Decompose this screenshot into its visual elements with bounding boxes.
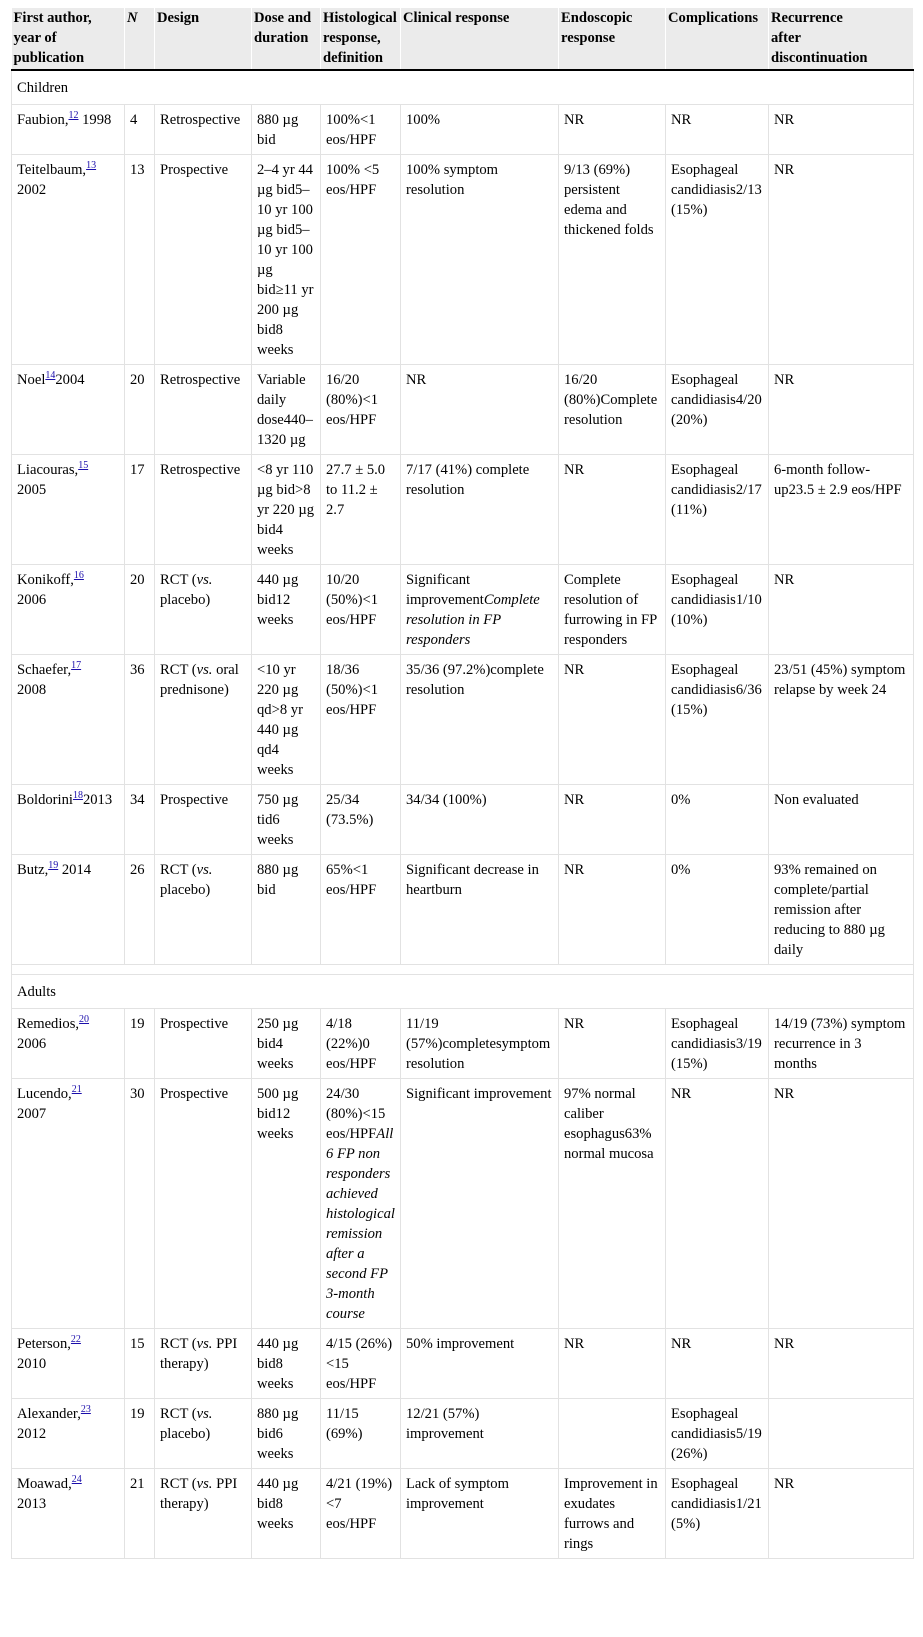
complications-cell: Esophageal candidiasis4/20 (20%) bbox=[666, 365, 769, 455]
endoscopic-cell: NR bbox=[559, 785, 666, 855]
author-cell: Remedios,$^{20}$ 2006 bbox=[12, 1009, 125, 1079]
clinical-cell: Significant improvement bbox=[401, 1079, 559, 1329]
header-design: Design bbox=[155, 8, 252, 70]
header-recurrence: Recurrence after discontinuation bbox=[769, 8, 914, 70]
table-row bbox=[12, 365, 914, 455]
table-row bbox=[12, 455, 914, 565]
header-complications: Complications bbox=[666, 8, 769, 70]
design-cell: RCT (vs. PPI therapy) bbox=[155, 1329, 252, 1399]
reference-link[interactable]: 17 bbox=[71, 660, 82, 671]
header-row bbox=[12, 8, 914, 70]
complications-cell: NR bbox=[666, 105, 769, 155]
endoscopic-cell: Complete resolution of furrowing in FP responders bbox=[559, 565, 666, 655]
studies-table bbox=[11, 8, 914, 1559]
header-histological: Histological response, definition bbox=[321, 8, 401, 70]
reference-link[interactable]: 21 bbox=[71, 1084, 82, 1095]
table-row bbox=[12, 1329, 914, 1399]
clinical-cell: Significant decrease in heartburn bbox=[401, 855, 559, 965]
endoscopic-cell: NR bbox=[559, 455, 666, 565]
endoscopic-cell: 16/20 (80%)Complete resolution bbox=[559, 365, 666, 455]
complications-cell: NR bbox=[666, 1079, 769, 1329]
recurrence-cell: NR bbox=[769, 565, 914, 655]
author-cell: Teitelbaum,$^{13}$ 2002 bbox=[12, 155, 125, 365]
histological-cell: 100%<1 eos/HPF bbox=[321, 105, 401, 155]
section-label: Children bbox=[12, 70, 914, 105]
design-cell: Prospective bbox=[155, 1009, 252, 1079]
design-cell: RCT (vs. placebo) bbox=[155, 1399, 252, 1469]
design-cell: Prospective bbox=[155, 1079, 252, 1329]
histological-cell: 11/15 (69%) bbox=[321, 1399, 401, 1469]
spacer-row bbox=[12, 965, 914, 975]
histological-cell: 18/36 (50%)<1 eos/HPF bbox=[321, 655, 401, 785]
endoscopic-cell: NR bbox=[559, 1009, 666, 1079]
reference-link[interactable]: 15 bbox=[78, 460, 89, 471]
author-cell: Butz,$^{19}$ 2014 bbox=[12, 855, 125, 965]
histological-cell: 25/34 (73.5%) bbox=[321, 785, 401, 855]
complications-cell: Esophageal candidiasis2/17 (11%) bbox=[666, 455, 769, 565]
dose-cell: 880 µg bid6 weeks bbox=[252, 1399, 321, 1469]
reference-link[interactable]: 23 bbox=[80, 1404, 91, 1415]
dose-cell: Variable daily dose440–1320 µg bbox=[252, 365, 321, 455]
n-cell: 36 bbox=[125, 655, 155, 785]
reference-link[interactable]: 18 bbox=[72, 790, 83, 801]
n-cell: 13 bbox=[125, 155, 155, 365]
clinical-cell: 34/34 (100%) bbox=[401, 785, 559, 855]
complications-cell: Esophageal candidiasis3/19 (15%) bbox=[666, 1009, 769, 1079]
histological-cell: 4/15 (26%) <15 eos/HPF bbox=[321, 1329, 401, 1399]
dose-cell: 250 µg bid4 weeks bbox=[252, 1009, 321, 1079]
n-cell: 19 bbox=[125, 1009, 155, 1079]
dose-cell: 440 µg bid8 weeks bbox=[252, 1469, 321, 1559]
recurrence-cell: NR bbox=[769, 365, 914, 455]
section-row-children bbox=[12, 70, 914, 105]
complications-cell: Esophageal candidiasis5/19 (26%) bbox=[666, 1399, 769, 1469]
dose-cell: 500 µg bid12 weeks bbox=[252, 1079, 321, 1329]
complications-cell: Esophageal candidiasis1/10 (10%) bbox=[666, 565, 769, 655]
n-cell: 19 bbox=[125, 1399, 155, 1469]
dose-cell: 2–4 yr 44 µg bid5–10 yr 100 µg bid5–10 yr 100 µg bid≥11 yr 200 µg bid8 weeks bbox=[252, 155, 321, 365]
reference-link[interactable]: 13 bbox=[86, 160, 97, 171]
author-cell: Boldorini$^{18}$2013 bbox=[12, 785, 125, 855]
design-cell: Prospective bbox=[155, 785, 252, 855]
author-cell: Alexander,$^{23}$ 2012 bbox=[12, 1399, 125, 1469]
reference-link[interactable]: 19 bbox=[48, 860, 59, 871]
author-cell: Peterson,$^{22}$ 2010 bbox=[12, 1329, 125, 1399]
n-cell: 34 bbox=[125, 785, 155, 855]
section-label: Adults bbox=[12, 975, 914, 1009]
recurrence-cell: NR bbox=[769, 1329, 914, 1399]
n-cell: 21 bbox=[125, 1469, 155, 1559]
clinical-cell: Significant improvementComplete resolution in FP responders bbox=[401, 565, 559, 655]
complications-cell: Esophageal candidiasis6/36 (15%) bbox=[666, 655, 769, 785]
table-row bbox=[12, 1079, 914, 1329]
recurrence-cell bbox=[769, 1399, 914, 1469]
endoscopic-cell: 97% normal caliber esophagus63% normal mucosa bbox=[559, 1079, 666, 1329]
reference-link[interactable]: 16 bbox=[73, 570, 84, 581]
reference-link[interactable]: 24 bbox=[71, 1474, 82, 1485]
complications-cell: NR bbox=[666, 1329, 769, 1399]
n-cell: 17 bbox=[125, 455, 155, 565]
clinical-cell: 35/36 (97.2%)complete resolution bbox=[401, 655, 559, 785]
design-cell: Retrospective bbox=[155, 105, 252, 155]
author-cell: Faubion,$^{12}$ 1998 bbox=[12, 105, 125, 155]
histological-cell: 4/18 (22%)0 eos/HPF bbox=[321, 1009, 401, 1079]
histological-cell: 100% <5 eos/HPF bbox=[321, 155, 401, 365]
complications-cell: Esophageal candidiasis2/13 (15%) bbox=[666, 155, 769, 365]
header-clinical: Clinical response bbox=[401, 8, 559, 70]
complications-cell: 0% bbox=[666, 855, 769, 965]
header-n: N bbox=[125, 8, 155, 70]
header-dose: Dose and duration bbox=[252, 8, 321, 70]
author-cell: Schaefer,$^{17}$ 2008 bbox=[12, 655, 125, 785]
author-cell: Konikoff,$^{16}$ 2006 bbox=[12, 565, 125, 655]
table-row bbox=[12, 655, 914, 785]
design-cell: RCT (vs. oral prednisone) bbox=[155, 655, 252, 785]
clinical-cell: Lack of symptom improvement bbox=[401, 1469, 559, 1559]
clinical-cell: 12/21 (57%) improvement bbox=[401, 1399, 559, 1469]
n-cell: 20 bbox=[125, 565, 155, 655]
author-cell: Liacouras,$^{15}$ 2005 bbox=[12, 455, 125, 565]
recurrence-cell: 23/51 (45%) symptom relapse by week 24 bbox=[769, 655, 914, 785]
design-cell: RCT (vs. PPI therapy) bbox=[155, 1469, 252, 1559]
section-row-adults bbox=[12, 975, 914, 1009]
header-endoscopic: Endoscopic response bbox=[559, 8, 666, 70]
header-author: First author, year of publication bbox=[12, 8, 125, 70]
reference-link[interactable]: 12 bbox=[68, 110, 79, 121]
dose-cell: 880 µg bid bbox=[252, 105, 321, 155]
recurrence-cell: Non evaluated bbox=[769, 785, 914, 855]
recurrence-cell: NR bbox=[769, 1469, 914, 1559]
reference-link[interactable]: 14 bbox=[45, 370, 56, 381]
table-row bbox=[12, 105, 914, 155]
design-cell: RCT (vs. placebo) bbox=[155, 565, 252, 655]
endoscopic-cell: NR bbox=[559, 655, 666, 785]
table-row bbox=[12, 785, 914, 855]
n-cell: 30 bbox=[125, 1079, 155, 1329]
table-row bbox=[12, 1009, 914, 1079]
endoscopic-cell: NR bbox=[559, 105, 666, 155]
design-cell: Retrospective bbox=[155, 455, 252, 565]
recurrence-cell: 14/19 (73%) symptom recurrence in 3 months bbox=[769, 1009, 914, 1079]
histological-cell: 10/20 (50%)<1 eos/HPF bbox=[321, 565, 401, 655]
complications-cell: 0% bbox=[666, 785, 769, 855]
endoscopic-cell: 9/13 (69%) persistent edema and thickened folds bbox=[559, 155, 666, 365]
endoscopic-cell: NR bbox=[559, 1329, 666, 1399]
clinical-cell: 100% symptom resolution bbox=[401, 155, 559, 365]
dose-cell: 440 µg bid8 weeks bbox=[252, 1329, 321, 1399]
histological-cell: 4/21 (19%) <7 eos/HPF bbox=[321, 1469, 401, 1559]
recurrence-cell: 6-month follow-up23.5 ± 2.9 eos/HPF bbox=[769, 455, 914, 565]
recurrence-cell: NR bbox=[769, 1079, 914, 1329]
table-row bbox=[12, 565, 914, 655]
dose-cell: <10 yr 220 µg qd>8 yr 440 µg qd4 weeks bbox=[252, 655, 321, 785]
recurrence-cell: NR bbox=[769, 105, 914, 155]
clinical-cell: 100% bbox=[401, 105, 559, 155]
clinical-cell: NR bbox=[401, 365, 559, 455]
n-cell: 15 bbox=[125, 1329, 155, 1399]
dose-cell: 750 µg tid6 weeks bbox=[252, 785, 321, 855]
table-row bbox=[12, 855, 914, 965]
recurrence-cell: 93% remained on complete/partial remission after reducing to 880 µg daily bbox=[769, 855, 914, 965]
design-cell: Prospective bbox=[155, 155, 252, 365]
dose-cell: 880 µg bid bbox=[252, 855, 321, 965]
reference-link[interactable]: 22 bbox=[70, 1334, 81, 1345]
n-cell: 26 bbox=[125, 855, 155, 965]
histological-cell: 16/20 (80%)<1 eos/HPF bbox=[321, 365, 401, 455]
endoscopic-cell: NR bbox=[559, 855, 666, 965]
endoscopic-cell: Improvement in exudates furrows and rings bbox=[559, 1469, 666, 1559]
design-cell: Retrospective bbox=[155, 365, 252, 455]
author-cell: Noel$^{14}$2004 bbox=[12, 365, 125, 455]
reference-link[interactable]: 20 bbox=[79, 1014, 90, 1025]
table-row bbox=[12, 155, 914, 365]
complications-cell: Esophageal candidiasis1/21 (5%) bbox=[666, 1469, 769, 1559]
author-cell: Lucendo,$^{21}$ 2007 bbox=[12, 1079, 125, 1329]
recurrence-cell: NR bbox=[769, 155, 914, 365]
clinical-cell: 50% improvement bbox=[401, 1329, 559, 1399]
endoscopic-cell bbox=[559, 1399, 666, 1469]
design-cell: RCT (vs. placebo) bbox=[155, 855, 252, 965]
author-cell: Moawad,$^{24}$ 2013 bbox=[12, 1469, 125, 1559]
dose-cell: <8 yr 110 µg bid>8 yr 220 µg bid4 weeks bbox=[252, 455, 321, 565]
clinical-cell: 7/17 (41%) complete resolution bbox=[401, 455, 559, 565]
table-row bbox=[12, 1469, 914, 1559]
histological-cell: 65%<1 eos/HPF bbox=[321, 855, 401, 965]
histological-cell: 27.7 ± 5.0 to 11.2 ± 2.7 bbox=[321, 455, 401, 565]
table-row bbox=[12, 1399, 914, 1469]
n-cell: 4 bbox=[125, 105, 155, 155]
histological-cell: 24/30 (80%)<15 eos/HPFAll 6 FP non responders achieved histological remission after a second FP 3-month course bbox=[321, 1079, 401, 1329]
dose-cell: 440 µg bid12 weeks bbox=[252, 565, 321, 655]
n-cell: 20 bbox=[125, 365, 155, 455]
clinical-cell: 11/19 (57%)completesymptom resolution bbox=[401, 1009, 559, 1079]
